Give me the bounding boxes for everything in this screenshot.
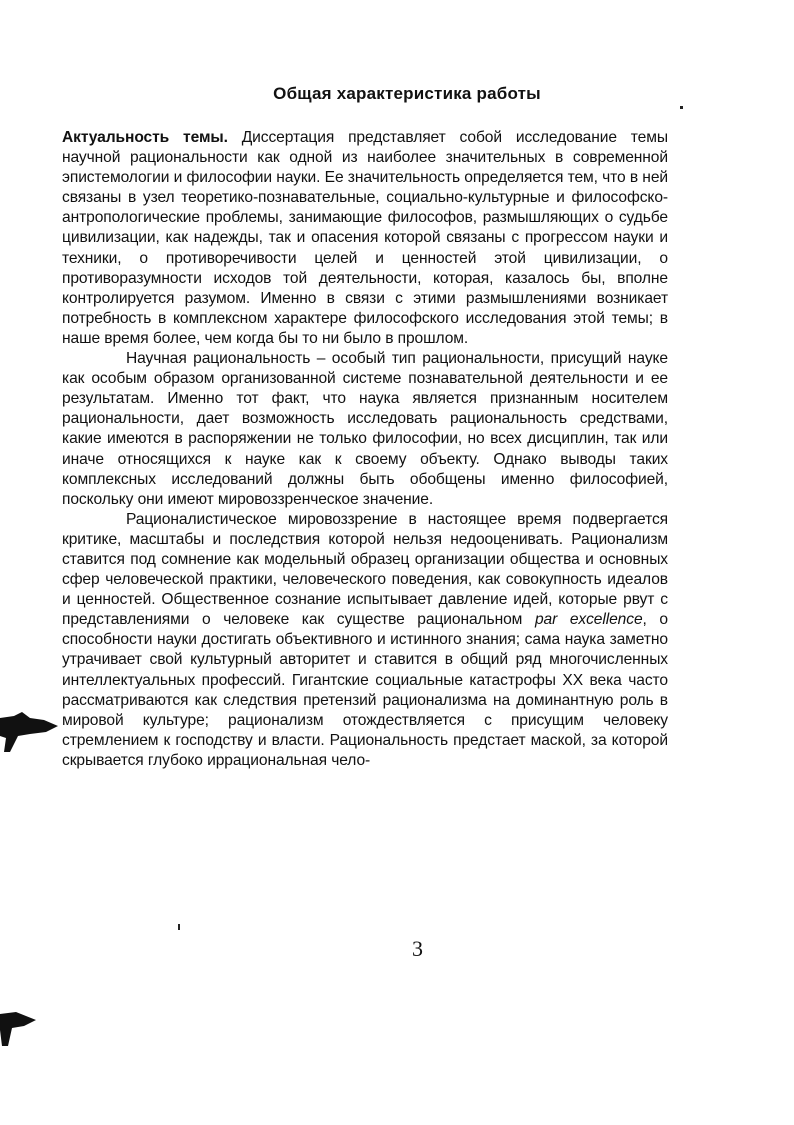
paragraph-rationalist-worldview — [62, 510, 668, 771]
latin-phrase: par excellence — [534, 611, 643, 629]
paragraph-scientific-rationality — [62, 349, 668, 510]
scan-blot-mark — [0, 1010, 40, 1046]
scan-speck — [178, 924, 180, 930]
section-title: Общая характеристика работы — [273, 84, 541, 103]
page-number: 3 — [412, 936, 423, 961]
scan-blot-mark — [0, 712, 60, 752]
scan-speck — [680, 106, 683, 109]
paragraph-text: Научная рациональность – особый тип рациональности, присущий науке как особым образом организованной системе познавательной деятельности и ее результатам. Именно тот факт, что наука является признанным носителем рациональности, дает возможность исследовать рациональность средствами, какие имеются в распоряжении не только философии, но всех дисциплин, так или иначе относящихся к науке как к своему объекту. Однако выводы таких комплексных исследований должны быть обобщены именно философией, поскольку они имеют мировоззренческое значение. — [62, 350, 668, 508]
paragraph-relevance — [62, 128, 668, 349]
paragraph-text: Рационалистическое мировоззрение в настоящее время подвергается критике, масштабы и последствия которой нельзя недооценивать. Рационализм ставится под сомнение как модельный образец организации общества и основных сфер человеческой практики, человеческого поведения, как совокупность идеалов и ценностей. Общественное сознание испытывает давление идей, которые рвут с представлениями о человеке как существе рациональном par excellence, о способности науки достигать объективного и истинного знания; сама наука заметно утрачивает свой культурный авторитет и ставится в общий ряд многочисленных интеллектуальных профессий. Гигантские социальные катастрофы XX века часто рассматриваются как следствия претензий рационализма на доминантную роль в мировой культуре; рационализм отождествляется с присущим человеку стремлением к господству и власти. Рациональность предстает маской, за которой скрывается глубоко иррациональная чело- — [62, 510, 668, 769]
body-text — [62, 128, 668, 771]
paragraph-text: Диссертация представляет собой исследование темы научной рациональности как одной из наиболее значительных в современной эпистемологии и философии науки. Ее значительность определяется тем, что в ней связаны в узел теоретико-познавательные, социально-культурные и философско-антропологические проблемы, занимающие философов, размышляющих о судьбе цивилизации, как надежды, так и опасения которой связаны с прогрессом науки и техники, о противоречивости целей и ценностей этой цивилизации, о противоразумности исходов той деятельности, которая, казалось бы, вполне контролируется разумом. Именно в связи с этими размышлениями возникает потребность в комплексном характере философского исследования этой темы; в наше время более, чем когда бы то ни было в прошлом. — [62, 129, 668, 347]
paragraph-lead: Актуальность темы. — [62, 129, 228, 146]
